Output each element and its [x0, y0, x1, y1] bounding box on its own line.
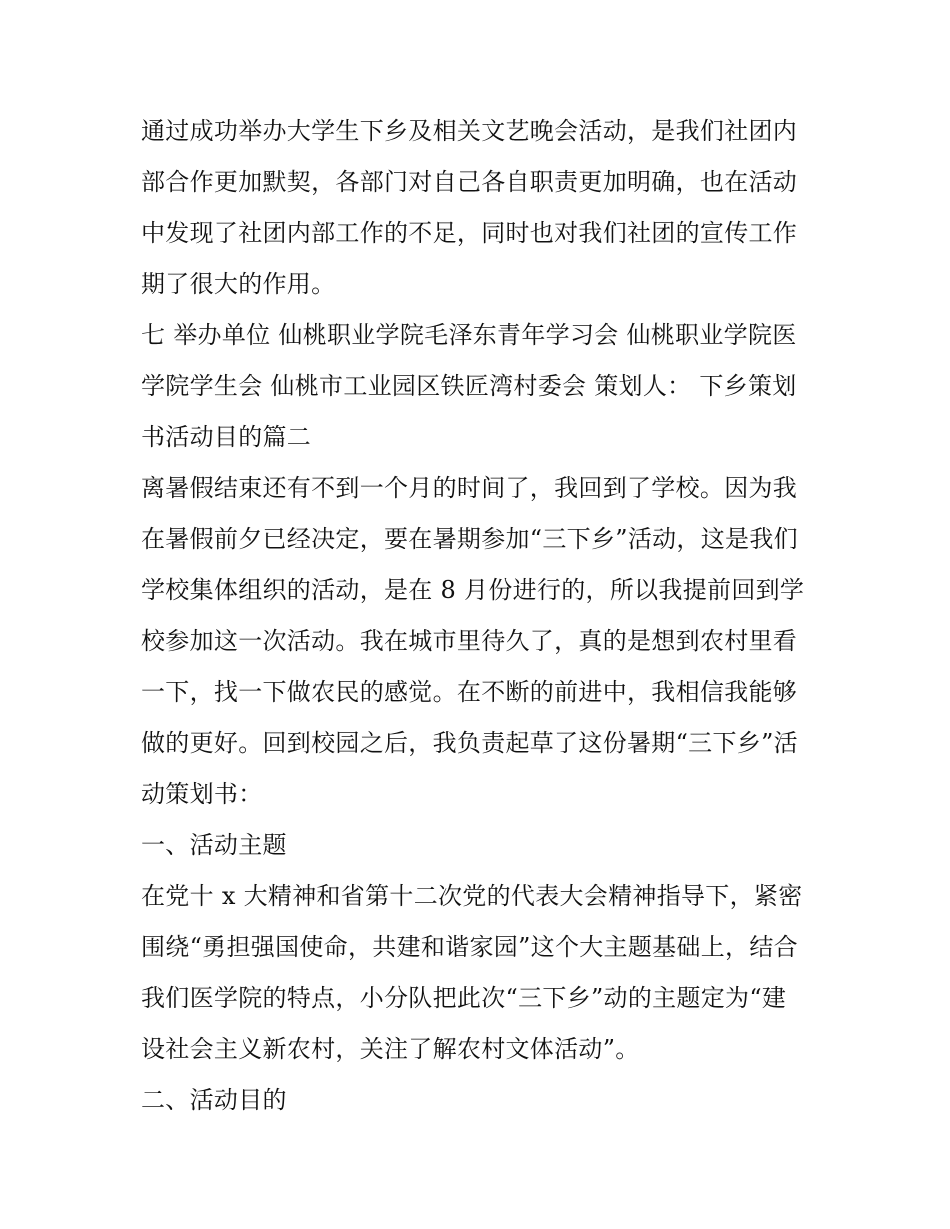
paragraph-line: 七 举办单位 仙桃职业学院毛泽东青年学习会 仙桃职业学院医: [141, 321, 797, 349]
paragraph-line: 书活动目的篇二: [141, 423, 312, 451]
section-heading: 一、活动主题: [141, 831, 287, 859]
paragraph-line: 期了很大的作用。: [141, 270, 336, 298]
paragraph-line: 学校集体组织的活动，是在 8 月份进行的，所以我提前回到学: [141, 576, 805, 604]
paragraph-line: 做的更好。回到校园之后，我负责起草了这份暑期“三下乡”活: [141, 729, 798, 757]
paragraph-line: 学院学生会 仙桃市工业园区铁匠湾村委会 策划人： 下乡策划: [141, 372, 797, 400]
paragraph-line: 动策划书：: [141, 780, 263, 808]
paragraph-line: 部合作更加默契，各部门对自己各自职责更加明确，也在活动: [141, 168, 798, 196]
paragraph-line: 设社会主义新农村，关注了解农村文体活动”。: [141, 1035, 640, 1063]
paragraph-line: 中发现了社团内部工作的不足，同时也对我们社团的宣传工作: [141, 219, 798, 247]
section-heading: 二、活动目的: [141, 1086, 287, 1114]
paragraph-line: 在暑假前夕已经决定，要在暑期参加“三下乡”活动，这是我们: [141, 525, 798, 553]
paragraph-line: 围绕“勇担强国使命，共建和谐家园”这个大主题基础上，结合: [141, 933, 798, 961]
paragraph-line: 一下，找一下做农民的感觉。在不断的前进中，我相信我能够: [141, 678, 798, 706]
paragraph-line: 离暑假结束还有不到一个月的时间了，我回到了学校。因为我: [141, 474, 798, 502]
paragraph-line: 在党十 x 大精神和省第十二次党的代表大会精神指导下，紧密: [141, 882, 803, 910]
paragraph-line: 通过成功举办大学生下乡及相关文艺晚会活动，是我们社团内: [141, 117, 798, 145]
paragraph-line: 我们医学院的特点，小分队把此次“三下乡”动的主题定为“建: [141, 984, 787, 1012]
paragraph-line: 校参加这一次活动。我在城市里待久了，真的是想到农村里看: [141, 627, 798, 655]
document-body: [141, 106, 813, 1126]
